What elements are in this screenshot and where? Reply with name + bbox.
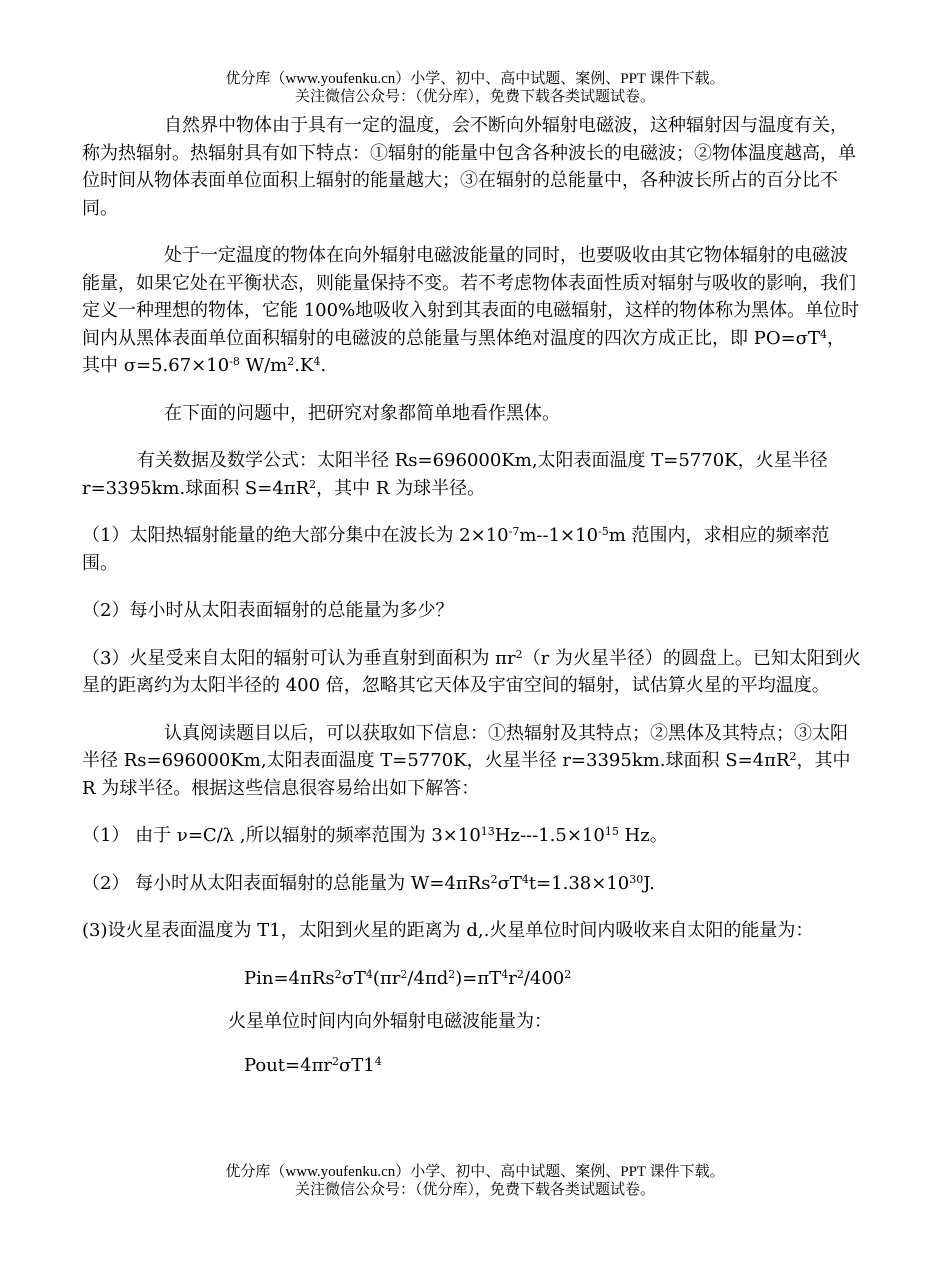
question-3: （3）火星受来自太阳的辐射可认为垂直射到面积为 $\pi r^2(r$ 为火星半径）的圆盘上。已知太阳到火星的距离约为太阳半径的 400 倍，忽略其它天体及宇宙空间的辐射，试估算火星的平均温度。	[82, 647, 861, 696]
formula-pin: $Pin=4\pi Rs^2\sigma T^4(\pi r^2/4\pi d^2)=\pi T^4r^2/400^2$	[244, 967, 572, 989]
answer-intro: 认真阅读题目以后，可以获取如下信息：①热辐射及其特点；②黑体及其特点；③太阳半径 Rs=696000Km,太阳表面温度 T=5770K，火星半径 r=3395km.球面积 $S=4\pi R^2$，其中 R 为球半径。根据这些信息很容易给出如下解答：	[82, 722, 851, 799]
header-line-1: 优分库（www.youfenku.cn）小学、初中、高中试题、案例、PPT 课件下载。	[225, 71, 725, 87]
header-line-2: 关注微信公众号：（优分库），免费下载各类试题试卷。	[294, 89, 655, 105]
formula-pout: $Pout=4\pi r^2\sigma T1^4$	[244, 1054, 382, 1076]
footer-line-2: 关注微信公众号：（优分库），免费下载各类试题试卷。	[294, 1182, 655, 1198]
formula-pout-label: 火星单位时间内向外辐射电磁波能量为：	[228, 1011, 552, 1032]
footer-line-1: 优分库（www.youfenku.cn）小学、初中、高中试题、案例、PPT 课件下载。	[225, 1164, 725, 1180]
answer-2: （2） 每小时从太阳表面辐射的总能量为 $W=4\pi Rs^2\sigma T^4t=1.38\times 10^{30}J$.	[82, 872, 655, 894]
question-1: （1）太阳热辐射能量的绝大部分集中在波长为 $2\times 10^{-7}m--1\times 10^{-5}m$ 范围内，求相应的频率范围。	[82, 525, 830, 574]
paragraph-blackbody: 处于一定温度的物体在向外辐射电磁波能量的同时，也要吸收由其它物体辐射的电磁波能量，如果它处在平衡状态，则能量保持不变。若不考虑物体表面性质对辐射与吸收的影响，我们定义一种理想的物体，它能 100%地吸收入射到其表面的电磁辐射，这样的物体称为黑体。单位时间内从黑体表面单位面积辐射的电磁波的总能量与黑体绝对温度的四次方成正比，即 $PO=\sigma T^4$，其中 $\sigma=5.67\times 10^{-8}$ $W/m^2.K^4$.	[82, 245, 860, 376]
answer-1: （1） 由于 ν=C/λ ,所以辐射的频率范围为 $3\times 10^{13}Hz---1.5\times 10^{15}$ Hz。	[82, 825, 668, 846]
question-2: （2）每小时从太阳表面辐射的总能量为多少？	[82, 600, 454, 621]
page-header	[0, 70, 950, 106]
paragraph-assumption: 在下面的问题中，把研究对象都简单地看作黑体。	[164, 402, 560, 424]
paragraph-thermal-radiation: 自然界中物体由于具有一定的温度，会不断向外辐射电磁波，这种辐射因与温度有关，称为热辐射。热辐射具有如下特点：①辐射的能量中包含各种波长的电磁波；②物体温度越高，单位时间从物体表面单位面积上辐射的能量越大；③在辐射的总能量中，各种波长所占的百分比不同。	[82, 115, 856, 219]
paragraph-given-data: 有关数据及数学公式：太阳半径 Rs=696000Km,太阳表面温度 T=5770K，火星半径 r=3395km.球面积 $S=4\pi R^2$，其中 R 为球半径。	[82, 450, 828, 499]
page-footer	[0, 1163, 950, 1199]
answer-3: (3)设火星表面温度为 T1，太阳到火星的距离为 d,.火星单位时间内吸收来自太阳的能量为：	[82, 920, 814, 941]
document-body	[82, 112, 862, 1079]
